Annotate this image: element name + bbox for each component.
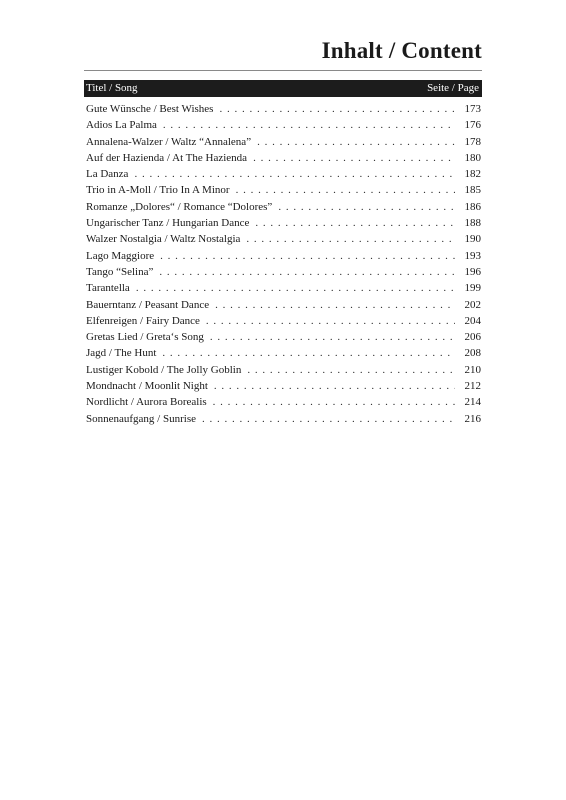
toc-leader-dots	[210, 329, 455, 345]
toc-leader-dots	[213, 394, 455, 410]
toc-entry-page: 216	[464, 412, 481, 425]
toc-entry[interactable]	[86, 199, 481, 215]
toc-entry-title: Lago Maggiore	[86, 249, 155, 262]
toc-entry-page: 206	[464, 331, 481, 344]
toc-leader-dots	[236, 182, 455, 198]
toc-leader-dots	[159, 264, 455, 280]
toc-entry-title: Tango “Selina”	[86, 265, 154, 278]
toc-header-bar	[84, 80, 482, 97]
toc-leader-dots	[206, 313, 455, 329]
toc-entry-title: Romanze „Dolores“ / Romance “Dolores”	[86, 200, 273, 213]
toc-entry-page: 196	[464, 265, 481, 278]
toc-entry[interactable]	[86, 378, 481, 394]
toc-entry-title: Tarantella	[86, 282, 130, 295]
toc-leader-dots	[219, 101, 455, 117]
toc-entry-page: 208	[464, 347, 481, 360]
toc-entry-page: 214	[464, 396, 481, 409]
toc-leader-dots	[257, 134, 455, 150]
toc-header-page-label: Seite / Page	[427, 82, 479, 94]
toc-header-title-label: Titel / Song	[86, 82, 138, 94]
toc-entry[interactable]	[86, 264, 481, 280]
toc-entry[interactable]	[86, 215, 481, 231]
title-divider	[84, 70, 482, 71]
toc-entry-page: 176	[464, 119, 481, 132]
toc-leader-dots	[215, 297, 455, 313]
toc-entry[interactable]	[86, 166, 481, 182]
toc-entry[interactable]	[86, 101, 481, 117]
toc-leader-dots	[134, 166, 455, 182]
toc-entry[interactable]	[86, 134, 481, 150]
toc-entry-title: Lustiger Kobold / The Jolly Goblin	[86, 363, 242, 376]
toc-entry[interactable]	[86, 297, 481, 313]
toc-leader-dots	[253, 150, 455, 166]
toc-entry[interactable]	[86, 313, 481, 329]
toc-entry-page: 182	[464, 168, 481, 181]
toc-leader-dots	[162, 345, 455, 361]
toc-entry-title: Sonnenaufgang / Sunrise	[86, 412, 196, 425]
toc-entry[interactable]	[86, 182, 481, 198]
toc-entry-title: Elfenreigen / Fairy Dance	[86, 314, 200, 327]
toc-entry-page: 186	[464, 200, 481, 213]
toc-entry-page: 185	[464, 184, 481, 197]
toc-entry-page: 193	[464, 249, 481, 262]
toc-entry[interactable]	[86, 248, 481, 264]
toc-entry[interactable]	[86, 362, 481, 378]
toc-entry[interactable]	[86, 231, 481, 247]
toc-entry-title: Jagd / The Hunt	[86, 347, 157, 360]
toc-leader-dots	[247, 362, 455, 378]
toc-entry-title: Adios La Palma	[86, 119, 157, 132]
toc-entry-title: Walzer Nostalgia / Waltz Nostalgia	[86, 233, 241, 246]
toc-leader-dots	[136, 280, 455, 296]
toc-entry-page: 178	[464, 135, 481, 148]
toc-entry-page: 204	[464, 314, 481, 327]
toc-leader-dots	[160, 248, 455, 264]
toc-leader-dots	[202, 411, 455, 427]
toc-leader-dots	[163, 117, 455, 133]
toc-entry-title: Gretas Lied / Greta‘s Song	[86, 331, 204, 344]
toc-entry[interactable]	[86, 345, 481, 361]
toc-entry[interactable]	[86, 411, 481, 427]
toc-entry-page: 180	[464, 151, 481, 164]
toc-entry-title: La Danza	[86, 168, 129, 181]
toc-entry-title: Annalena-Walzer / Waltz “Annalena”	[86, 135, 252, 148]
toc-entry-page: 212	[464, 380, 481, 393]
toc-entry-title: Gute Wünsche / Best Wishes	[86, 103, 214, 115]
toc-entry-page: 199	[464, 282, 481, 295]
toc-leader-dots	[278, 199, 455, 215]
toc-entry[interactable]	[86, 280, 481, 296]
toc-entry[interactable]	[86, 394, 481, 410]
toc-entry-title: Bauerntanz / Peasant Dance	[86, 298, 210, 311]
toc-entry[interactable]	[86, 117, 481, 133]
toc-leader-dots	[214, 378, 455, 394]
toc-entry-title: Nordlicht / Aurora Borealis	[86, 396, 207, 409]
toc-leader-dots	[255, 215, 455, 231]
page-title: Inhalt / Content	[321, 38, 482, 63]
toc-entry-page: 210	[464, 363, 481, 376]
toc-entry-page: 173	[464, 103, 481, 115]
toc-entry-page: 202	[464, 298, 481, 311]
toc-entry-page: 188	[464, 217, 481, 230]
toc-leader-dots	[246, 231, 455, 247]
toc-list	[86, 101, 481, 427]
toc-entry-page: 190	[464, 233, 481, 246]
toc-entry-title: Trio in A-Moll / Trio In A Minor	[86, 184, 230, 197]
toc-entry[interactable]	[86, 150, 481, 166]
toc-entry-title: Auf der Hazienda / At The Hazienda	[86, 151, 248, 164]
toc-entry[interactable]	[86, 329, 481, 345]
toc-entry-title: Mondnacht / Moonlit Night	[86, 380, 208, 393]
toc-entry-title: Ungarischer Tanz / Hungarian Dance	[86, 217, 250, 230]
